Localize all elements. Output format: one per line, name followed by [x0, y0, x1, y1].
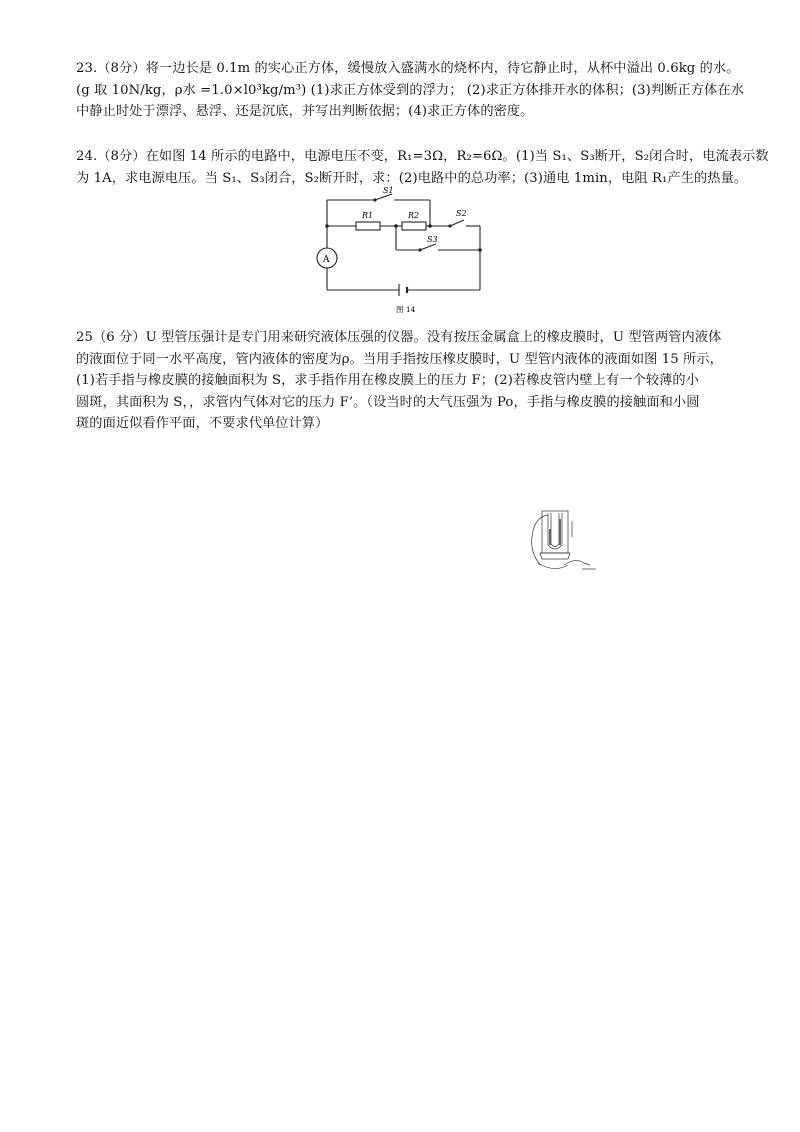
- liquid-left: [549, 529, 551, 545]
- question-24-line-2: 为 1A，求电源电压。当 S₁、S₃闭合，S₂断开时，求：(2)电路中的总功率；(3)通电 1min，电阻 R₁产生的热量。: [76, 170, 748, 186]
- junction-s1: [428, 224, 432, 228]
- label-r1: R1: [362, 211, 374, 220]
- question-23-line-1: 23.（8分）将一边长是 0.1m 的实心正方体，缓慢放入盛满水的烧杯内，待它静止时，从杯中溢出 0.6kg 的水。: [76, 61, 740, 76]
- label-r2: R2: [408, 211, 420, 220]
- figure-15-u-tube-manometer-illustration: [524, 507, 604, 582]
- question-25-line-1: 25（6 分）U 型管压强计是专门用来研究液体压强的仪器。没有按压金属盒上的橡皮膜时，U 型管两管内液体: [76, 330, 722, 345]
- finger: [564, 560, 590, 565]
- resistor-r2: [402, 222, 426, 230]
- switch-s2-blade: [450, 220, 464, 226]
- label-s2: S2: [456, 209, 467, 218]
- liquid-right: [559, 519, 561, 545]
- question-25: [76, 327, 726, 435]
- question-25-line-2: 的液面位于同一水平高度，管内液体的密度为ρ。当用手指按压橡皮膜时，U 型管内液体的液面如图 15 所示，: [76, 351, 723, 367]
- figure-14-caption: 图 14: [396, 305, 416, 314]
- question-23-line-3: 中静止时处于漂浮、悬浮、还是沉底，并写出判断依据；(4)求正方体的密度。: [76, 104, 534, 119]
- label-s1: S1: [383, 186, 394, 195]
- question-24-line-1: 24.（8分）在如图 14 所示的电路中，电源电压不变，R₁=3Ω，R₂=6Ω。(1)当 S₁、S₃断开，S₂闭合时，电流表示数: [76, 149, 769, 164]
- figure-14-circuit-diagram: [310, 186, 490, 316]
- junction-left: [325, 224, 329, 228]
- question-25-line-3: (1)若手指与橡皮膜的接触面积为 S，求手指作用在橡皮膜上的压力 F；(2)若橡皮管内壁上有一个较薄的小: [76, 373, 699, 388]
- manometer-base: [540, 553, 570, 559]
- question-25-line-4: 圆斑，其面积为 S，，求管内气体对它的压力 F’。（设当时的大气压强为 Po，手指与橡皮膜的接触面和小圆: [76, 394, 700, 410]
- switch-s2-pivot: [448, 224, 451, 227]
- question-24: [76, 146, 769, 189]
- junction-right: [478, 248, 482, 252]
- switch-s3-blade: [420, 244, 436, 250]
- label-ammeter: A: [323, 255, 330, 265]
- question-23: [76, 58, 744, 123]
- switch-s3-pivot: [418, 248, 421, 251]
- label-s3: S3: [427, 235, 438, 244]
- rubber-tube: [532, 515, 548, 565]
- u-tube-inner: [551, 513, 559, 547]
- metal-box: [538, 563, 568, 569]
- question-23-line-2: (g 取 10N/kg，ρ水 =1.0×l0³kg/m³) (1)求正方体受到的浮力； (2)求正方体排开水的体积；(3)判断正方体在水: [76, 82, 744, 98]
- junction-s3: [394, 224, 398, 228]
- switch-s1-pivot: [373, 198, 376, 201]
- question-25-line-5: 斑的面近似看作平面，不要求代单位计算）: [76, 416, 329, 431]
- resistor-r1: [356, 222, 380, 230]
